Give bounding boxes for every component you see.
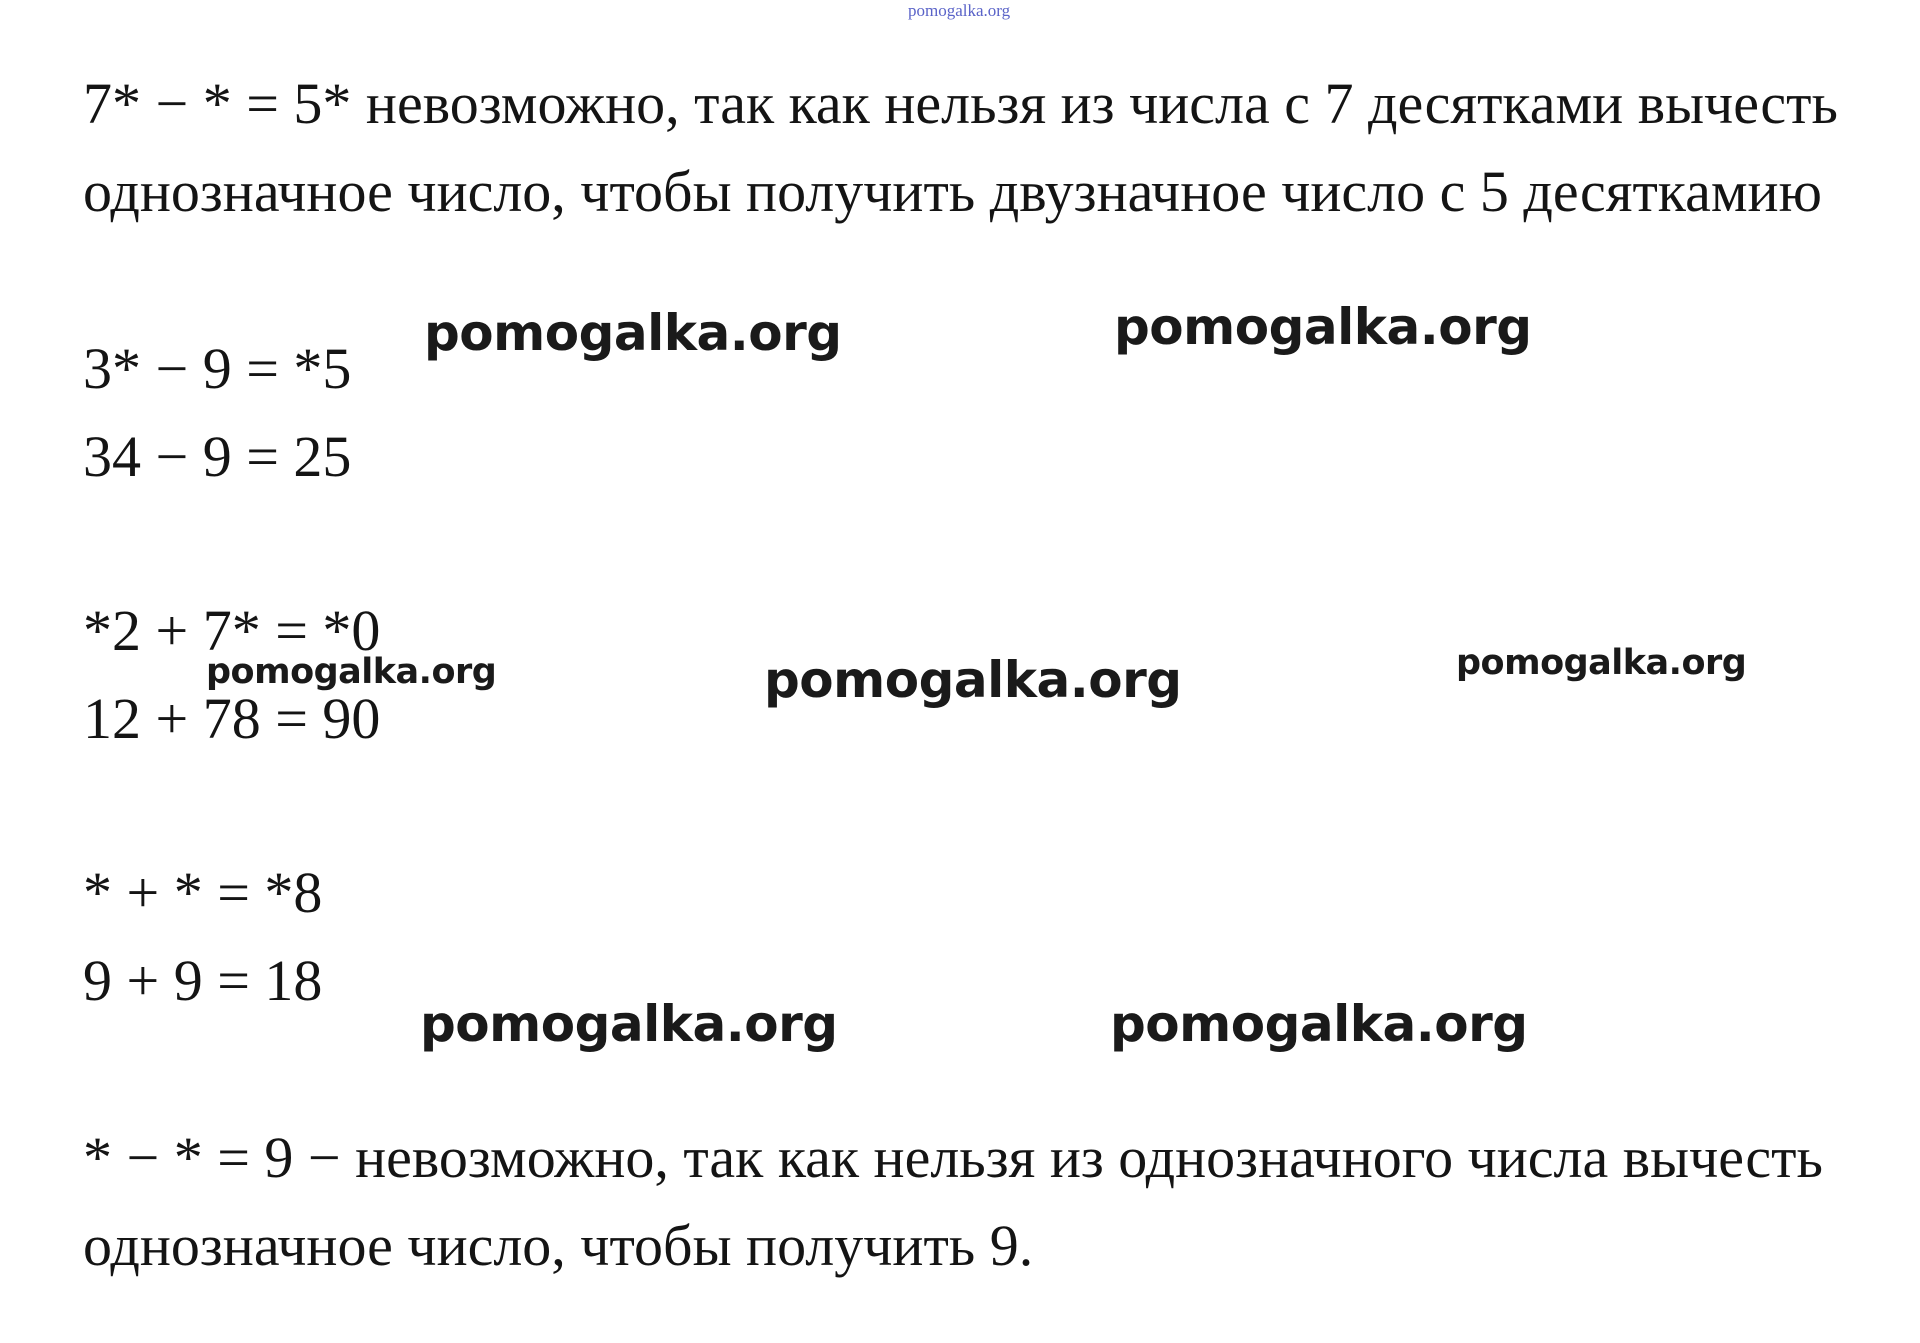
equation-solution-3: 9 + 9 = 18 bbox=[83, 948, 323, 1013]
equation-solution-1: 34 − 9 = 25 bbox=[83, 424, 352, 489]
watermark: pomogalka.org bbox=[1456, 643, 1747, 683]
equation-pattern-2: *2 + 7* = *0 bbox=[83, 598, 381, 663]
watermark: pomogalka.org bbox=[1110, 995, 1528, 1053]
watermark: pomogalka.org bbox=[764, 651, 1182, 709]
equation-solution-2: 12 + 78 = 90 bbox=[83, 686, 381, 751]
watermark: pomogalka.org bbox=[1114, 298, 1532, 356]
equation-pattern-3: * + * = *8 bbox=[83, 860, 323, 925]
watermark-top: pomogalka.org bbox=[908, 1, 1011, 20]
text-line-1: 7* − * = 5* невозможно, так как нельзя из числа с 7 десятками вычесть bbox=[83, 71, 1838, 136]
equation-pattern-1: 3* − 9 = *5 bbox=[83, 336, 352, 401]
watermark: pomogalka.org bbox=[206, 652, 497, 692]
text-line-9: * − * = 9 − невозможно, так как нельзя из однозначного числа вычесть bbox=[83, 1125, 1823, 1190]
watermark: pomogalka.org bbox=[420, 995, 838, 1053]
text-line-10: однозначное число, чтобы получить 9. bbox=[83, 1213, 1034, 1278]
watermark: pomogalka.org bbox=[424, 304, 842, 362]
text-line-2: однозначное число, чтобы получить двузначное число с 5 десяткамию bbox=[83, 159, 1822, 224]
